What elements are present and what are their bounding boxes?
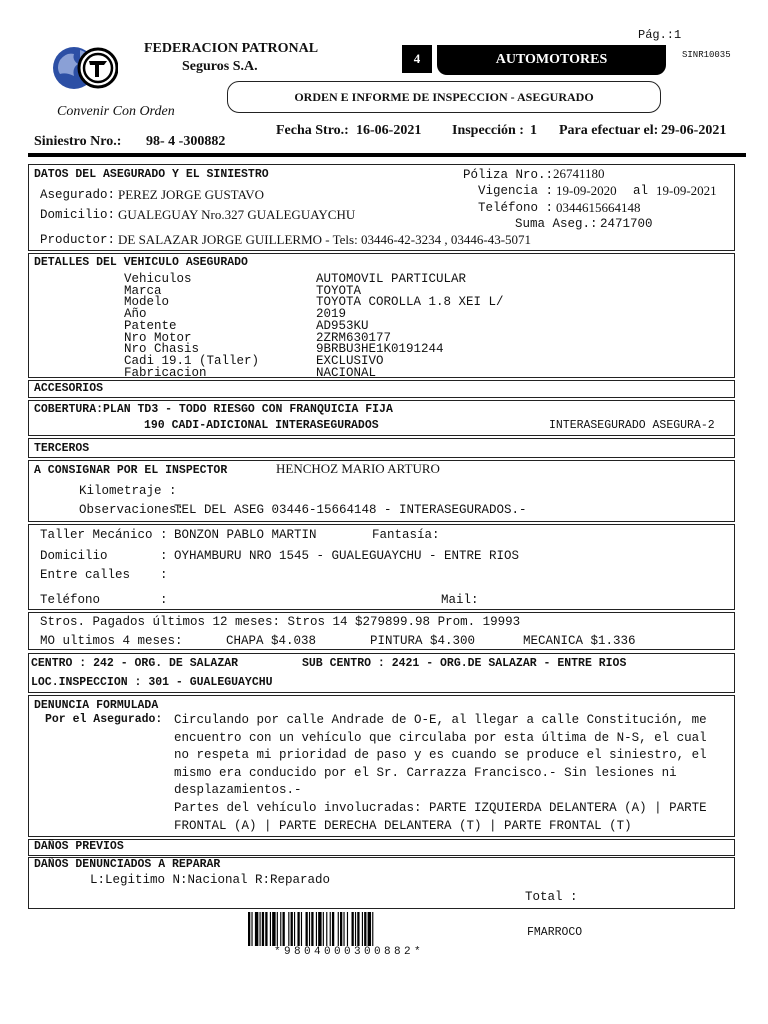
productor-label: Productor: <box>40 233 116 247</box>
asegurado-value: PEREZ JORGE GUSTAVO <box>118 187 265 202</box>
denuncia-line: encuentro con un vehículo que circulaba por esta última de N-S, el cual <box>174 730 707 745</box>
company-name: FEDERACION PATRONAL <box>144 41 319 56</box>
terceros-title: TERCEROS <box>34 442 90 455</box>
subcentro-value: SUB CENTRO : 2421 - ORG.DE SALAZAR - ENTRE RIOS <box>302 657 627 670</box>
domicilio-label: Domicilio: <box>40 208 116 222</box>
vehiculo-label: Vehiculos <box>124 272 192 286</box>
vehiculo-label: Patente <box>124 318 177 333</box>
observaciones-label: Observaciones: <box>79 503 185 517</box>
vehiculo-value: 9BRBU3HE1K0191244 <box>316 342 444 357</box>
cobertura-line2: 190 CADI-ADICIONAL INTERASEGURADOS <box>144 419 379 432</box>
danos-legend: L:Legitimo N:Nacional R:Reparado <box>90 873 331 887</box>
mo-label: MO ultimos 4 meses: <box>40 634 183 648</box>
danos-denunciados-title: DAÑOS DENUNCIADOS A REPARAR <box>34 858 221 871</box>
mail-label: Mail: <box>441 593 479 607</box>
danos-previos-title: DAÑOS PREVIOS <box>34 840 124 853</box>
vehiculo-value: EXCLUSIVO <box>316 353 384 368</box>
vehiculo-label: Nro Chasis <box>124 342 200 357</box>
total-label: Total : <box>525 890 578 904</box>
vehiculo-section-title: DETALLES DEL VEHICULO ASEGURADO <box>34 256 248 269</box>
vehiculo-label: Fabricacion <box>124 365 207 376</box>
inspeccion-value: 1 <box>530 123 537 138</box>
company-slogan: Convenir Con Orden <box>57 104 175 119</box>
suma-label: Suma Aseg.: <box>515 217 598 231</box>
vehiculo-row <box>316 366 376 376</box>
accesorios-section <box>28 380 735 398</box>
denuncia-title: DENUNCIA FORMULADA <box>34 699 159 712</box>
company-subtitle: Seguros S.A. <box>182 59 258 74</box>
vehiculo-value: AUTOMOVIL PARTICULAR <box>316 272 467 286</box>
mo-mecanica: MECANICA $1.336 <box>523 634 636 648</box>
terceros-section <box>28 438 735 458</box>
stats-line1: Stros. Pagados últimos 12 meses: Stros 14 $279899.98 Prom. 19993 <box>40 615 521 629</box>
vigencia-from: 19-09-2020 <box>556 183 617 198</box>
siniestro-value: 98- 4 -300882 <box>146 134 226 149</box>
loc-inspeccion-value: LOC.INSPECCION : 301 - GUALEGUAYCHU <box>31 676 273 689</box>
vehiculo-value: TOYOTA COROLLA 1.8 XEI L/ <box>316 295 504 310</box>
fecha-stro-value: 16-06-2021 <box>356 123 422 138</box>
denuncia-line: desplazamientos.- <box>174 783 302 798</box>
denuncia-line: no respeta mi prioridad de paso y es cuando se produce el siniestro, el <box>174 748 707 763</box>
vehiculo-label: Modelo <box>124 295 170 310</box>
denuncia-text <box>174 712 707 835</box>
vehiculo-value: AD953KU <box>316 318 369 333</box>
mo-chapa: CHAPA $4.038 <box>226 634 317 648</box>
efectuar-value: 29-06-2021 <box>661 123 727 138</box>
taller-domicilio-label: Domicilio <box>40 549 108 563</box>
cobertura-right: INTERASEGURADO ASEGURA-2 <box>549 419 715 432</box>
denuncia-line: mismo era conducido por el Sr. Carrazza Francisco.- Sin lesiones ni <box>174 765 677 780</box>
denuncia-line: Partes del vehículo involucradas: PARTE IZQUIERDA DELANTERA (A) | PARTE <box>174 800 707 815</box>
taller-value: BONZON PABLO MARTIN <box>174 528 317 542</box>
vehiculo-value: NACIONAL <box>316 365 377 376</box>
asegurado-label: Asegurado: <box>40 188 116 202</box>
denuncia-line: FRONTAL (A) | PARTE DERECHA DELANTERA (T) | PARTE FRONTAL (T) <box>174 818 632 833</box>
entre-calles-sep: : <box>160 568 168 582</box>
vehiculo-rows <box>124 272 724 376</box>
fecha-stro-label: Fecha Stro.: <box>276 123 349 138</box>
taller-domicilio-sep: : <box>160 549 168 563</box>
siniestro-label: Siniestro Nro.: <box>34 134 122 149</box>
vigencia-label: Vigencia : <box>478 184 554 198</box>
taller-label: Taller Mecánico : <box>40 528 168 542</box>
telefono-label: Teléfono : <box>478 201 554 215</box>
kilometraje-label: Kilometraje : <box>79 484 177 498</box>
denuncia-por-label: Por el Asegurado: <box>45 713 163 726</box>
vehiculo-value: TOYOTA <box>316 283 362 298</box>
document-title: ORDEN E INFORME DE INSPECCION - ASEGURADO <box>227 81 661 113</box>
company-logo-icon <box>52 42 118 94</box>
vehiculo-label: Cadi 19.1 (Taller) <box>124 353 260 368</box>
vigencia-to: 19-09-2021 <box>656 183 717 198</box>
suma-value: 2471700 <box>600 217 653 231</box>
barcode-text: *9804000300882* <box>273 946 425 958</box>
barcode-image <box>246 912 452 946</box>
mo-pintura: PINTURA $4.300 <box>370 634 476 648</box>
inspector-name: HENCHOZ MARIO ARTURO <box>276 461 440 476</box>
inspector-title: A CONSIGNAR POR EL INSPECTOR <box>34 464 228 477</box>
footer-user: FMARROCO <box>527 926 583 939</box>
denuncia-line: Circulando por calle Andrade de O-E, al llegar a calle Constitución, me <box>174 713 707 727</box>
vehiculo-value: 2019 <box>316 307 347 322</box>
poliza-label: Póliza Nro.: <box>463 168 554 182</box>
poliza-value: 26741180 <box>553 166 605 181</box>
taller-telefono-sep: : <box>160 593 168 607</box>
vehiculo-label: Marca <box>124 283 162 298</box>
vehiculo-row <box>124 366 207 376</box>
header-divider <box>28 153 746 157</box>
fantasia-label: Fantasía: <box>372 528 440 542</box>
taller-telefono-label: Teléfono <box>40 593 101 607</box>
productor-value: DE SALAZAR JORGE GUILLERMO - Tels: 03446-42-3234 , 03446-43-5071 <box>118 232 532 247</box>
telefono-value: 0344615664148 <box>556 200 641 215</box>
entre-calles-label: Entre calles <box>40 568 131 582</box>
form-code: SINR10035 <box>682 50 731 60</box>
domicilio-value: GUALEGUAY Nro.327 GUALEGUAYCHU <box>118 207 356 222</box>
cobertura-line1: COBERTURA:PLAN TD3 - TODO RIESGO CON FRANQUICIA FIJA <box>34 403 393 416</box>
branch-name-badge: AUTOMOTORES <box>437 45 666 75</box>
centro-value: CENTRO : 242 - ORG. DE SALAZAR <box>31 657 239 670</box>
danos-previos-section <box>28 839 735 856</box>
inspeccion-label: Inspección : <box>452 123 524 138</box>
vehiculo-label: Nro Motor <box>124 330 192 345</box>
branch-number-badge: 4 <box>402 45 432 73</box>
efectuar-label: Para efectuar el: <box>559 123 659 138</box>
taller-domicilio-value: OYHAMBURU NRO 1545 - GUALEGUAYCHU - ENTRE RIOS <box>174 549 520 563</box>
page-number: Pág.:1 <box>638 28 682 42</box>
vigencia-al: al <box>633 184 649 198</box>
vehiculo-label: Año <box>124 307 147 322</box>
observaciones-value: TEL DEL ASEG 03446-15664148 - INTERASEGURADOS.- <box>174 503 527 517</box>
asegurado-section-title: DATOS DEL ASEGURADO Y EL SINIESTRO <box>34 168 269 181</box>
accesorios-title: ACCESORIOS <box>34 382 104 395</box>
vehiculo-value: 2ZRM630177 <box>316 330 392 345</box>
